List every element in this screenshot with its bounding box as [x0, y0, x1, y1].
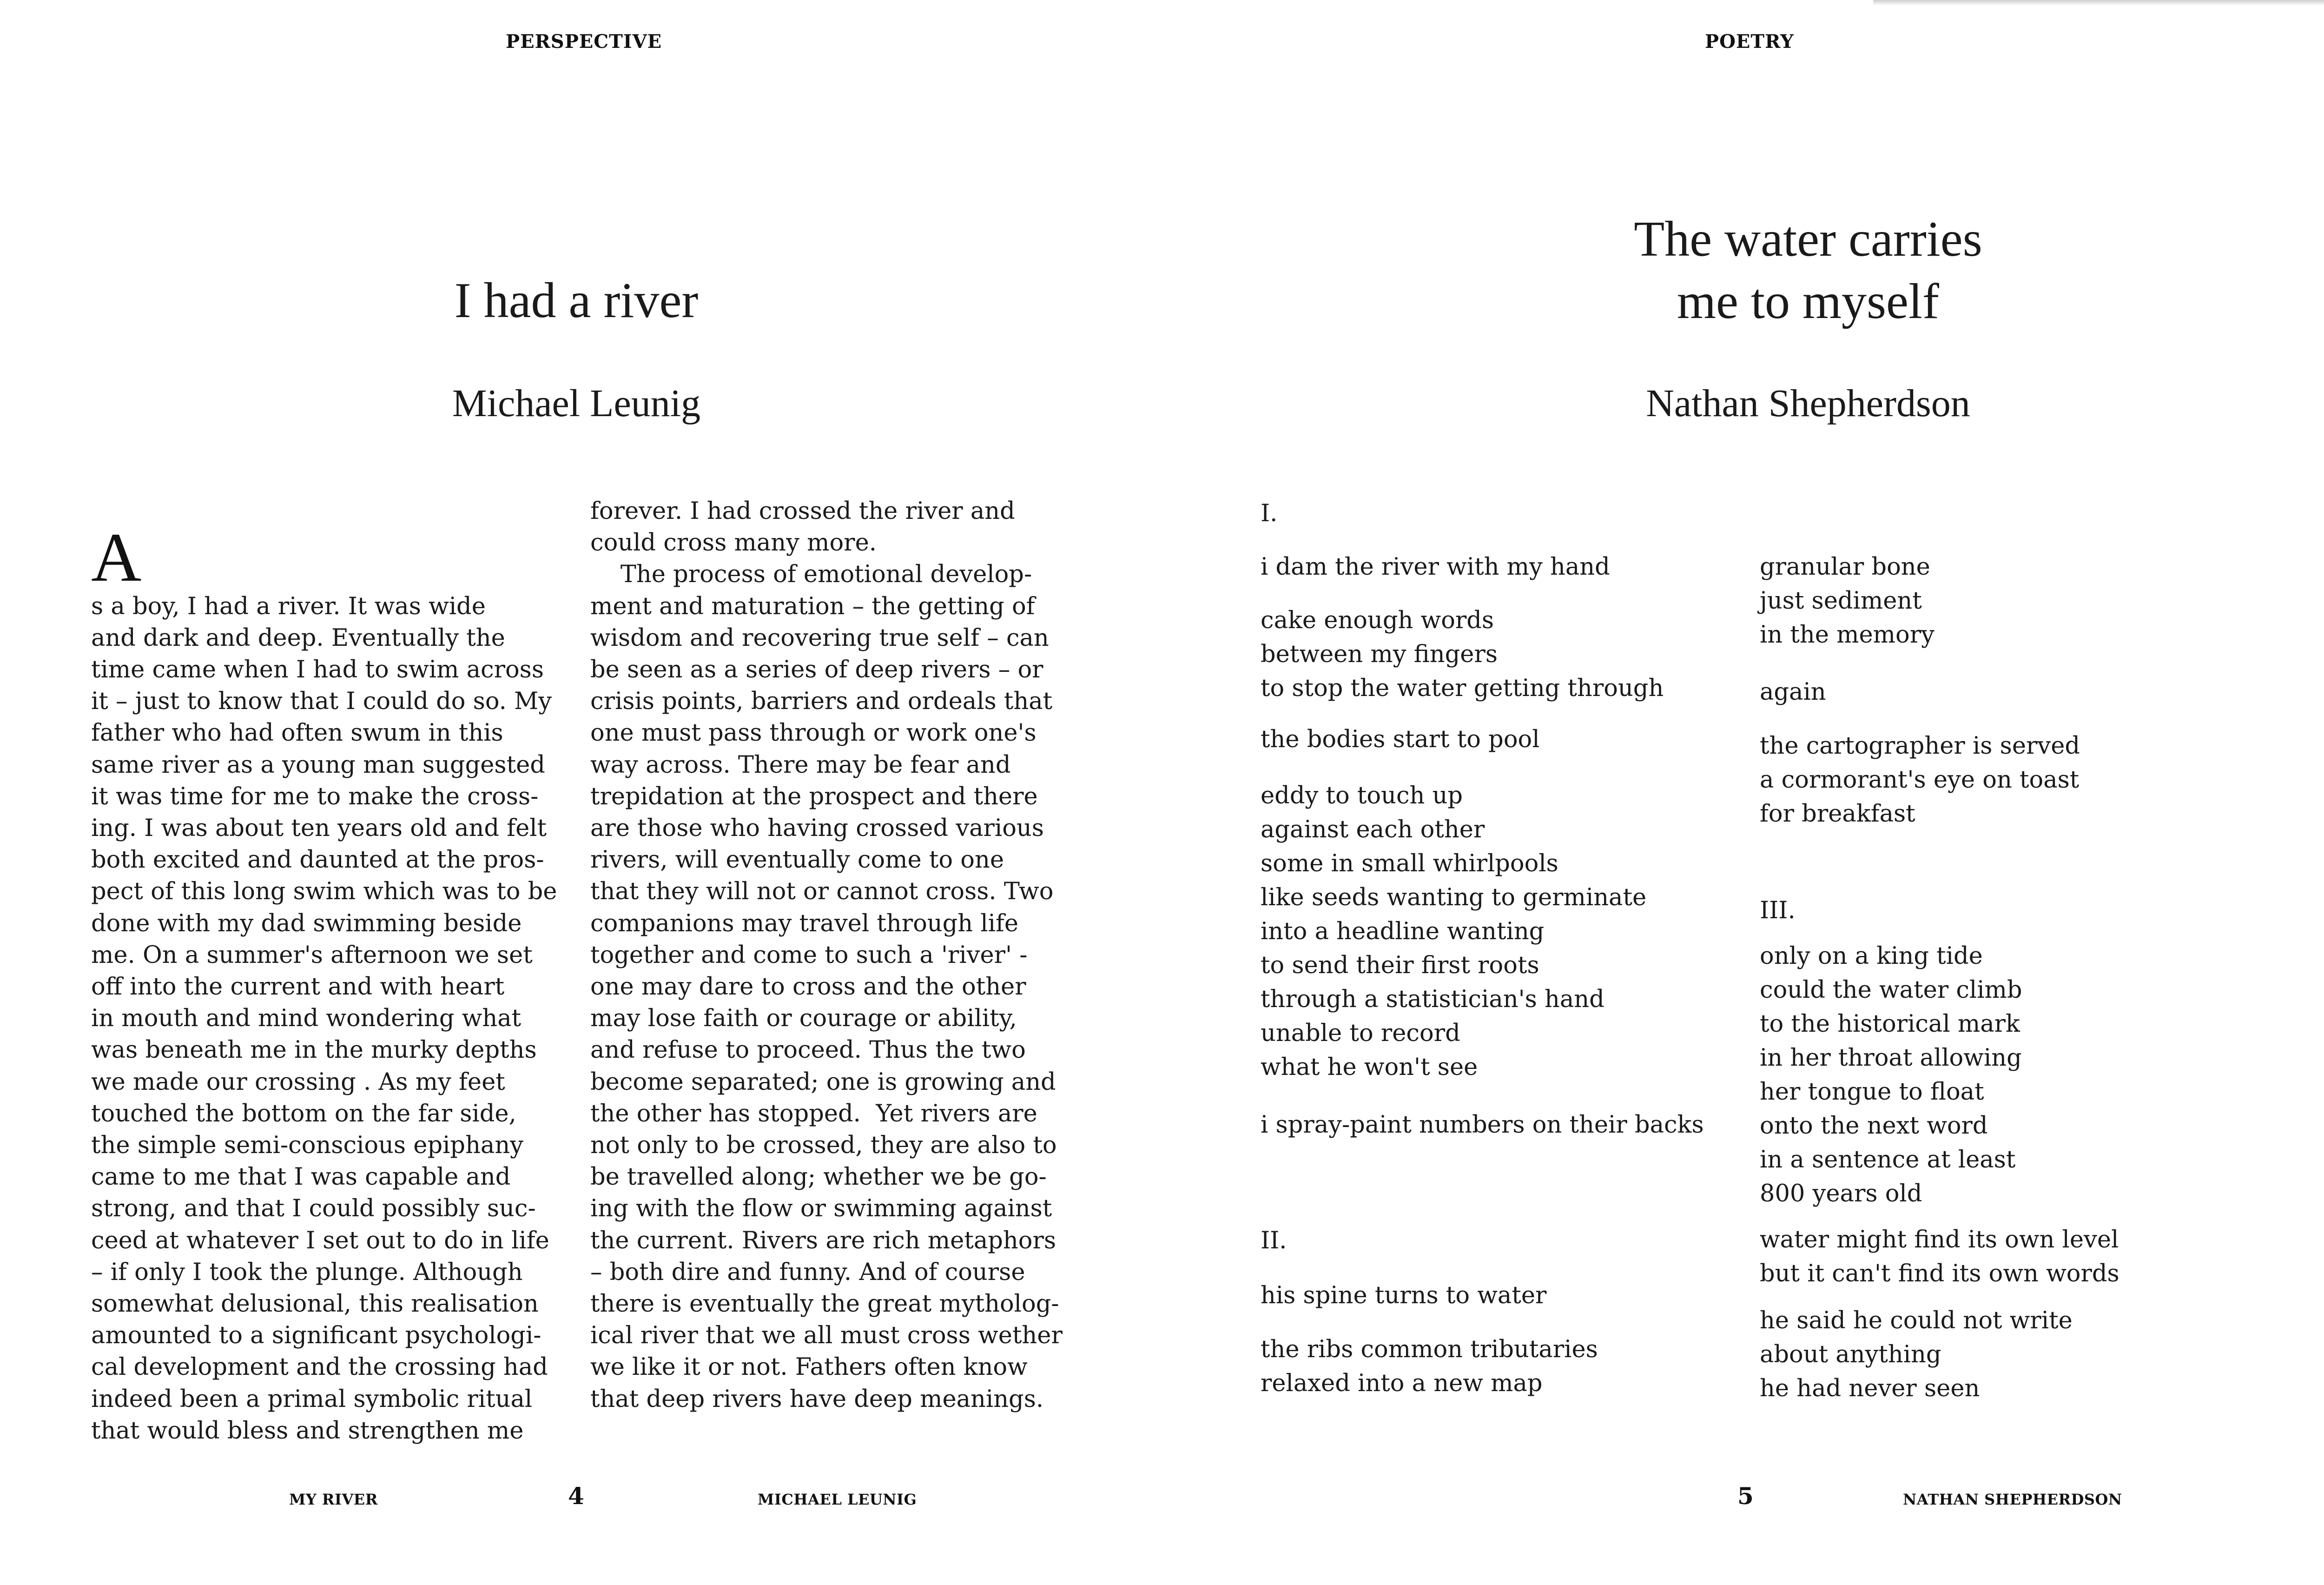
- poem-line: I.: [1261, 500, 1278, 527]
- poem-line: like seeds wanting to germinate: [1261, 884, 1647, 911]
- prose-line: become separated; one is growing and: [590, 1068, 1056, 1096]
- prose-line: we like it or not. Fathers often know: [590, 1353, 1028, 1381]
- poem-stanza: [1261, 723, 1540, 756]
- prose-line: ical river that we all must cross wether: [590, 1322, 1063, 1350]
- prose-line: rivers, will eventually come to one: [590, 846, 1004, 874]
- prose-line: – if only I took the plunge. Although: [91, 1258, 523, 1286]
- prose-column-1: [91, 496, 565, 1447]
- poem-line: III.: [1760, 897, 1796, 924]
- poem-stanza: [1261, 1279, 1546, 1313]
- poem-line: to send their first roots: [1261, 952, 1539, 979]
- prose-line: both excited and daunted at the pros-: [91, 846, 544, 874]
- prose-line: forever. I had crossed the river and: [590, 497, 1015, 525]
- drop-cap: A: [91, 519, 142, 597]
- poem-stanza: [1760, 939, 2022, 1211]
- prose-line: there is eventually the great mytholog-: [590, 1290, 1059, 1318]
- prose-line: cal development and the crossing had: [91, 1353, 548, 1381]
- prose-line: trepidation at the prospect and there: [590, 783, 1038, 810]
- poem-line: 800 years old: [1760, 1180, 1922, 1207]
- prose-line: way across. There may be fear and: [590, 751, 1011, 779]
- poem-line: the ribs common tributaries: [1261, 1336, 1598, 1363]
- prose-line: in mouth and mind wondering what: [91, 1005, 522, 1033]
- poem-line: between my fingers: [1261, 641, 1498, 668]
- prose-line: the other has stopped. Yet rivers are: [590, 1100, 1037, 1127]
- prose-line: and refuse to proceed. Thus the two: [590, 1036, 1026, 1064]
- prose-line: may lose faith or courage or ability,: [590, 1005, 1017, 1033]
- prose-line: indeed been a primal symbolic ritual: [91, 1385, 533, 1413]
- prose-line: it – just to know that I could do so. My: [91, 688, 552, 716]
- poem-line: i spray-paint numbers on their backs: [1261, 1111, 1704, 1139]
- article-title: I had a river: [454, 273, 699, 328]
- prose-line: it was time for me to make the cross-: [91, 783, 539, 810]
- poem-stanza: [1261, 779, 1646, 1084]
- prose-line: ceed at whatever I set out to do in life: [91, 1227, 549, 1254]
- poem-line: only on a king tide: [1760, 942, 1983, 970]
- prose-line: same river as a young man suggested: [91, 751, 545, 779]
- poem-line: about anything: [1760, 1341, 1941, 1368]
- prose-line: we made our crossing . As my feet: [91, 1068, 505, 1096]
- poem-line: could the water climb: [1760, 976, 2022, 1004]
- prose-line: ment and maturation – the getting of: [590, 592, 1035, 620]
- prose-line: companions may travel through life: [590, 909, 1019, 937]
- poem-line: the bodies start to pool: [1261, 726, 1540, 753]
- poem-line: but it can't find its own words: [1760, 1260, 2119, 1287]
- poem-stanza: [1760, 1223, 2119, 1291]
- poem-line: unable to record: [1261, 1020, 1460, 1047]
- poem-line: cake enough words: [1261, 607, 1494, 634]
- poem-title-line-1: The water carries: [1634, 212, 1982, 267]
- poem-stanza: [1760, 1304, 2073, 1406]
- poem-line: to stop the water getting through: [1261, 675, 1664, 702]
- prose-line: be travelled along; whether we be go-: [590, 1163, 1047, 1191]
- prose-line: that they will not or cannot cross. Two: [590, 878, 1054, 906]
- prose-line: one may dare to cross and the other: [590, 973, 1026, 1001]
- poem-stanza: [1261, 1108, 1704, 1142]
- prose-line: and dark and deep. Eventually the: [91, 624, 505, 652]
- prose-line: pect of this long swim which was to be: [91, 878, 557, 906]
- prose-line: together and come to such a 'river' -: [590, 941, 1028, 969]
- poem-stanza: [1261, 1224, 1287, 1258]
- right-page: [1162, 0, 2324, 1585]
- poem-line: some in small whirlpools: [1261, 850, 1558, 877]
- poem-line: he said he could not write: [1760, 1307, 2073, 1334]
- prose-line: off into the current and with heart: [91, 973, 505, 1001]
- poem-line: i dam the river with my hand: [1261, 553, 1610, 581]
- poem-stanza: [1760, 550, 1934, 652]
- prose-line: – both dire and funny. And of course: [590, 1258, 1025, 1286]
- prose-line: time came when I had to swim across: [91, 656, 544, 684]
- prose-line: father who had often swum in this: [91, 719, 503, 747]
- poem-line: in the memory: [1760, 621, 1934, 649]
- poem-line: in her throat allowing: [1760, 1044, 2022, 1072]
- poem-author: Nathan Shepherdson: [1646, 382, 1970, 425]
- prose-line: the simple semi-conscious epiphany: [91, 1132, 523, 1160]
- poem-line: water might find its own level: [1760, 1226, 2119, 1253]
- prose-line: ing with the flow or swimming against: [590, 1195, 1052, 1223]
- prose-line: the current. Rivers are rich metaphors: [590, 1227, 1056, 1254]
- running-head-left: PERSPECTIVE: [506, 31, 662, 53]
- poem-line: through a statistician's hand: [1261, 986, 1604, 1013]
- prose-line: could cross many more.: [590, 529, 877, 557]
- poem-stanza: [1760, 729, 2080, 831]
- poem-line: granular bone: [1760, 553, 1930, 581]
- footer-section-label: MY RIVER: [289, 1491, 378, 1508]
- poem-line: to the historical mark: [1760, 1010, 2020, 1038]
- prose-line: be seen as a series of deep rivers – or: [590, 656, 1043, 684]
- footer-poet-label: NATHAN SHEPHERDSON: [1903, 1491, 2122, 1508]
- poem-line: into a headline wanting: [1261, 918, 1545, 945]
- poem-line: in a sentence at least: [1760, 1146, 2016, 1174]
- prose-line: strong, and that I could possibly suc-: [91, 1195, 536, 1223]
- prose-column-2: [590, 496, 1083, 1415]
- poem-stanza: [1760, 675, 1826, 709]
- footer-author-label: MICHAEL LEUNIG: [758, 1491, 917, 1508]
- prose-line: ing. I was about ten years old and felt: [91, 815, 547, 842]
- poem-line: eddy to touch up: [1261, 782, 1463, 809]
- article-author: Michael Leunig: [452, 382, 701, 425]
- poem-line: he had never seen: [1760, 1375, 1980, 1402]
- prose-line: was beneath me in the murky depths: [91, 1036, 537, 1064]
- prose-line: crisis points, barriers and ordeals that: [590, 688, 1053, 716]
- poem-line: his spine turns to water: [1261, 1282, 1547, 1309]
- prose-line: s a boy, I had a river. It was wide: [91, 592, 486, 620]
- poem-stanza: [1261, 497, 1277, 531]
- poem-column-1: [1261, 0, 1735, 1585]
- prose-line: wisdom and recovering true self – can: [590, 624, 1049, 652]
- poem-line: what he won't see: [1261, 1054, 1478, 1081]
- prose-line: that would bless and strengthen me: [91, 1417, 524, 1445]
- page-number-left: 4: [568, 1482, 584, 1510]
- prose-line: not only to be crossed, they are also to: [590, 1132, 1057, 1160]
- prose-line: one must pass through or work one's: [590, 719, 1037, 747]
- poem-line: onto the next word: [1760, 1112, 1988, 1140]
- prose-line: done with my dad swimming beside: [91, 909, 522, 937]
- prose-line: are those who having crossed various: [590, 815, 1044, 842]
- prose-line: came to me that I was capable and: [91, 1163, 511, 1191]
- running-head-right: POETRY: [1705, 31, 1794, 53]
- prose-line: amounted to a significant psychologi-: [91, 1322, 541, 1350]
- poem-line: for breakfast: [1760, 800, 1915, 828]
- page-number-right: 5: [1737, 1482, 1754, 1510]
- poem-line: II.: [1261, 1227, 1287, 1254]
- prose-line: me. On a summer's afternoon we set: [91, 941, 533, 969]
- prose-line: The process of emotional develop-: [590, 561, 1032, 589]
- poem-line: a cormorant's eye on toast: [1760, 766, 2080, 794]
- poem-line: the cartographer is served: [1760, 732, 2080, 760]
- prose-line: touched the bottom on the far side,: [91, 1100, 516, 1127]
- poem-column-2: [1760, 0, 2225, 1585]
- poem-line: her tongue to float: [1760, 1078, 1984, 1106]
- prose-line: that deep rivers have deep meanings.: [590, 1385, 1044, 1413]
- poem-line: against each other: [1261, 816, 1485, 843]
- poem-stanza: [1261, 603, 1664, 705]
- poem-stanza: [1760, 894, 1796, 928]
- poem-line: just sediment: [1760, 587, 1922, 615]
- poem-stanza: [1261, 1333, 1598, 1400]
- poem-stanza: [1261, 550, 1610, 584]
- poem-title-line-2: me to myself: [1677, 274, 1939, 329]
- poem-line: again: [1760, 678, 1826, 706]
- poem-line: relaxed into a new map: [1261, 1370, 1543, 1397]
- prose-line: somewhat delusional, this realisation: [91, 1290, 539, 1318]
